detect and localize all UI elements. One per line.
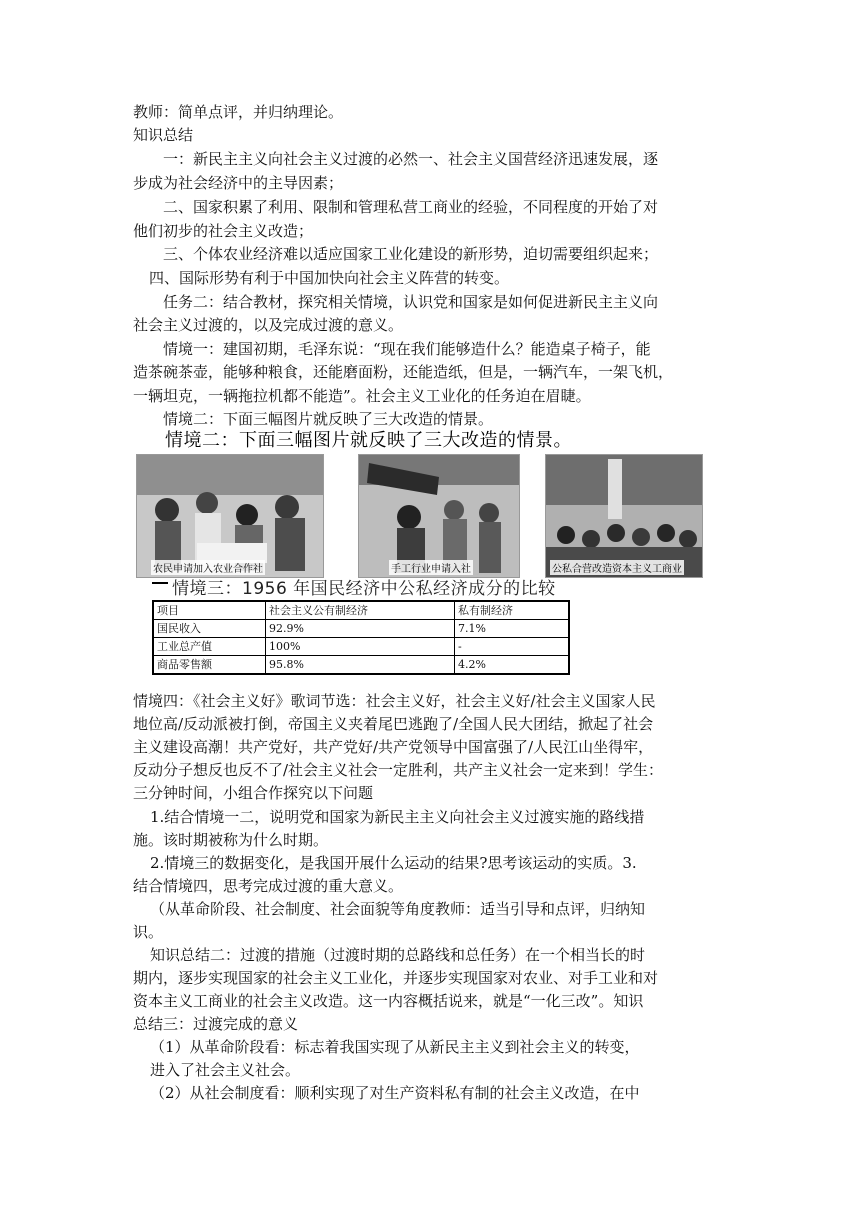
table-header-cell: 私有制经济 [455,601,570,620]
text-line: 任务二：结合教材，探究相关情境，认识党和国家是如何促进新民主主义向 [163,293,659,311]
text-line: 一辆坦克，一辆拖拉机都不能造”。社会主义工业化的任务迫在眉睫。 [133,387,591,405]
table-cell: - [455,638,570,656]
text-line: 步成为社会经济中的主导因素； [133,174,344,192]
text-line: 情境二：下面三幅图片就反映了三大改造的情景。 [163,410,494,428]
text-line: 主义建设高潮！共产党好，共产党好/共产党领导中国富强了/人民江山坐得牢， [133,738,654,756]
text-line: 情境一：建国初期，毛泽东说：“现在我们能够造什么？能造桌子椅子，能 [163,340,651,358]
text-line: 三分钟时间，小组合作探究以下问题 [133,784,374,802]
text-line: 期内，逐步实现国家的社会主义工业化，并逐步实现国家对农业、对手工业和对 [133,969,659,987]
reform-photos-figure [133,430,705,576]
photo-commerce-image [546,455,702,577]
text-line: 社会主义过渡的，以及完成过渡的意义。 [133,316,404,334]
question-line: 1.结合情境一二，说明党和国家为新民主主义向社会主义过渡实施的路线措 [150,808,645,826]
photo-caption: 手工行业申请入社 [389,560,473,575]
photo-handicraft [358,454,520,578]
table-cell: 工业总产值 [153,638,266,656]
text-line: 识。 [133,923,164,941]
text-line: 知识总结二：过渡的措施（过渡时期的总路线和总任务）在一个相当长的时 [150,946,646,964]
text-line: （1）从革命阶段看：标志着我国实现了从新民主主义到社会主义的转变， [150,1038,640,1056]
photo-handicraft-image [359,455,519,577]
text-line: 地位高/反动派被打倒，帝国主义夹着尾巴逃跑了/全国人民大团结，掀起了社会 [133,715,654,733]
text-line: （2）从社会制度看：顺利实现了对生产资料私有制的社会主义改造，在中 [150,1084,640,1102]
text-line: 总结三：过渡完成的意义 [133,1015,299,1033]
text-line: 资本主义工商业的社会主义改造。这一内容概括说来，就是“一化三改”。知识 [133,992,644,1010]
table-cell: 国民收入 [153,620,266,638]
table-header-row [153,601,569,620]
economy-comparison-table [152,600,570,675]
table-cell: 92.9% [266,620,455,638]
table-cell: 100% [266,638,455,656]
table-row [153,620,569,638]
text-line: 造茶碗茶壶，能够种粮食，还能磨面粉，还能造纸，但是，一辆汽车，一架飞机， [133,363,674,381]
photo-commerce [545,454,703,578]
text-line: 反动分子想反也反不了/社会主义社会一定胜利，共产主义社会一定来到！学生： [133,761,664,779]
question-line: 2.情境三的数据变化，是我国开展什么运动的结果?思考该运动的实质。3. [150,854,637,872]
text-line: 进入了社会主义社会。 [150,1061,301,1079]
table-row [153,638,569,656]
text-line: 教师：简单点评，并归纳理论。 [133,103,344,121]
text-line: 四、国际形势有利于中国加快向社会主义阵营的转变。 [149,269,510,287]
text-line: 施。该时期被称为什么时期。 [133,831,329,849]
photo-caption: 农民申请加入农业合作社 [151,560,265,575]
photo-agriculture-image [137,455,323,577]
figure-title: 情境二：下面三幅图片就反映了三大改造的情景。 [165,430,572,451]
table-header-cell: 项目 [153,601,266,620]
photo-agriculture [136,454,324,578]
table-cell: 4.2% [455,656,570,675]
table-title: 情境三：1956 年国民经济中公私经济成分的比较 [172,579,556,599]
table-title-rule [152,582,168,584]
table-cell: 7.1% [455,620,570,638]
photo-caption: 公私合营改造资本主义工商业 [550,560,684,575]
table-row [153,656,569,675]
text-line: 一：新民主主义向社会主义过渡的必然一、社会主义国营经济迅速发展，逐 [163,150,659,168]
table-cell: 商品零售额 [153,656,266,675]
text-line: （从革命阶段、社会制度、社会面貌等角度教师：适当引导和点评，归纳知 [150,900,646,918]
text-line: 三、个体农业经济难以适应国家工业化建设的新形势，迫切需要组织起来； [163,245,659,263]
text-line: 他们初步的社会主义改造； [133,222,314,240]
table-cell: 95.8% [266,656,455,675]
table-header-cell: 社会主义公有制经济 [266,601,455,620]
text-line: 情境四：《社会主义好》歌词节选：社会主义好，社会主义好/社会主义国家人民 [133,692,656,710]
text-line: 结合情境四，思考完成过渡的重大意义。 [133,877,404,895]
section-heading: 知识总结 [133,126,194,144]
text-line: 二、国家积累了利用、限制和管理私营工商业的经验，不同程度的开始了对 [163,198,659,216]
